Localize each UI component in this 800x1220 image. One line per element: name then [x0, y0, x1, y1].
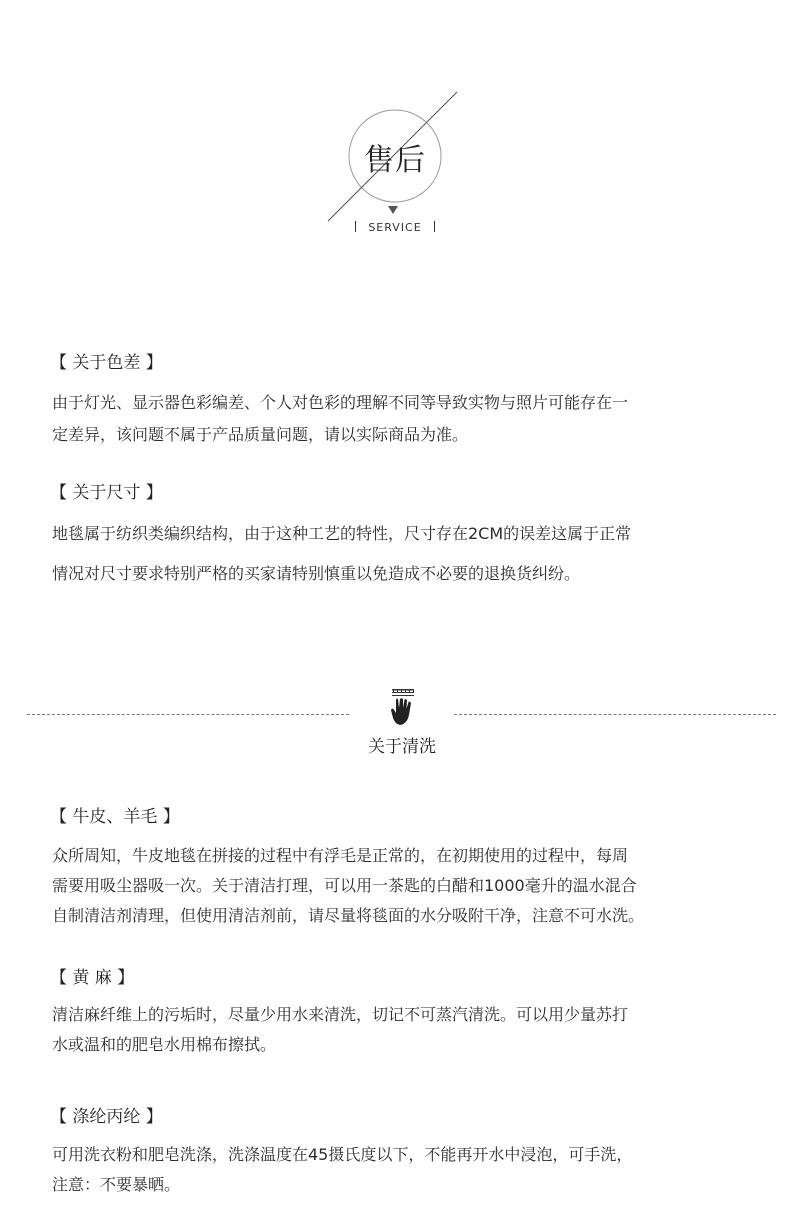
dashed-divider-left — [27, 714, 349, 715]
after-sales-title: 售后 — [364, 143, 426, 178]
polyester-text — [52, 1140, 782, 1200]
jute-heading: 【 黄 麻 】 — [50, 968, 135, 988]
text-line: 由于灯光、显示器色彩编差、个人对色彩的理解不同等导致实物与照片可能存在一 — [52, 393, 629, 412]
glove-icon — [388, 688, 418, 728]
jute-text — [52, 1000, 782, 1060]
text-line: 自制清洁剂清理，但使用清洁剂前，请尽量将毯面的水分吸附干净，注意不可水洗。 — [52, 906, 645, 925]
leather-wool-heading: 【 牛皮、羊毛 】 — [50, 807, 180, 827]
service-label — [320, 221, 470, 234]
text-line: 众所周知，牛皮地毯在拼接的过程中有浮毛是正常的，在初期使用的过程中，每周 — [52, 846, 629, 865]
polyester-heading: 【 涤纶丙纶 】 — [50, 1107, 163, 1127]
text-line: 需要用吸尘器吸一次。关于清洁打理，可以用一茶匙的白醋和1000毫升的温水混合 — [52, 876, 637, 895]
text-line: 地毯属于纺织类编织结构，由于这种工艺的特性，尺寸存在2CM的误差这属于正常 — [52, 524, 632, 543]
leather-wool-text — [52, 841, 782, 931]
text-line: 定差异，该问题不属于产品质量问题，请以实际商品为准。 — [52, 425, 469, 444]
size-text — [52, 514, 782, 594]
text-line: 注意：不要暴晒。 — [52, 1175, 181, 1194]
after-sales-emblem — [320, 85, 470, 235]
size-heading: 【 关于尺寸 】 — [50, 483, 163, 503]
text-line: 水或温和的肥皂水用棉布擦拭。 — [52, 1035, 277, 1054]
divider-bar — [355, 221, 356, 232]
color-diff-text — [52, 387, 782, 451]
text-line: 清洁麻纤维上的污垢时，尽量少用水来清洗，切记不可蒸汽清洗。可以用少量苏打 — [52, 1005, 629, 1024]
dashed-divider-right — [454, 714, 776, 715]
service-text: SERVICE — [368, 221, 422, 234]
color-diff-heading: 【 关于色差 】 — [50, 353, 163, 373]
text-line: 可用洗衣粉和肥皂洗涤，洗涤温度在45摄氏度以下，不能再开水中浸泡，可手洗， — [52, 1145, 633, 1164]
text-line: 情况对尺寸要求特别严格的买家请特别慎重以免造成不必要的退换货纠纷。 — [52, 564, 581, 583]
wash-section-title: 关于清洗 — [368, 737, 436, 757]
divider-bar — [434, 221, 435, 232]
